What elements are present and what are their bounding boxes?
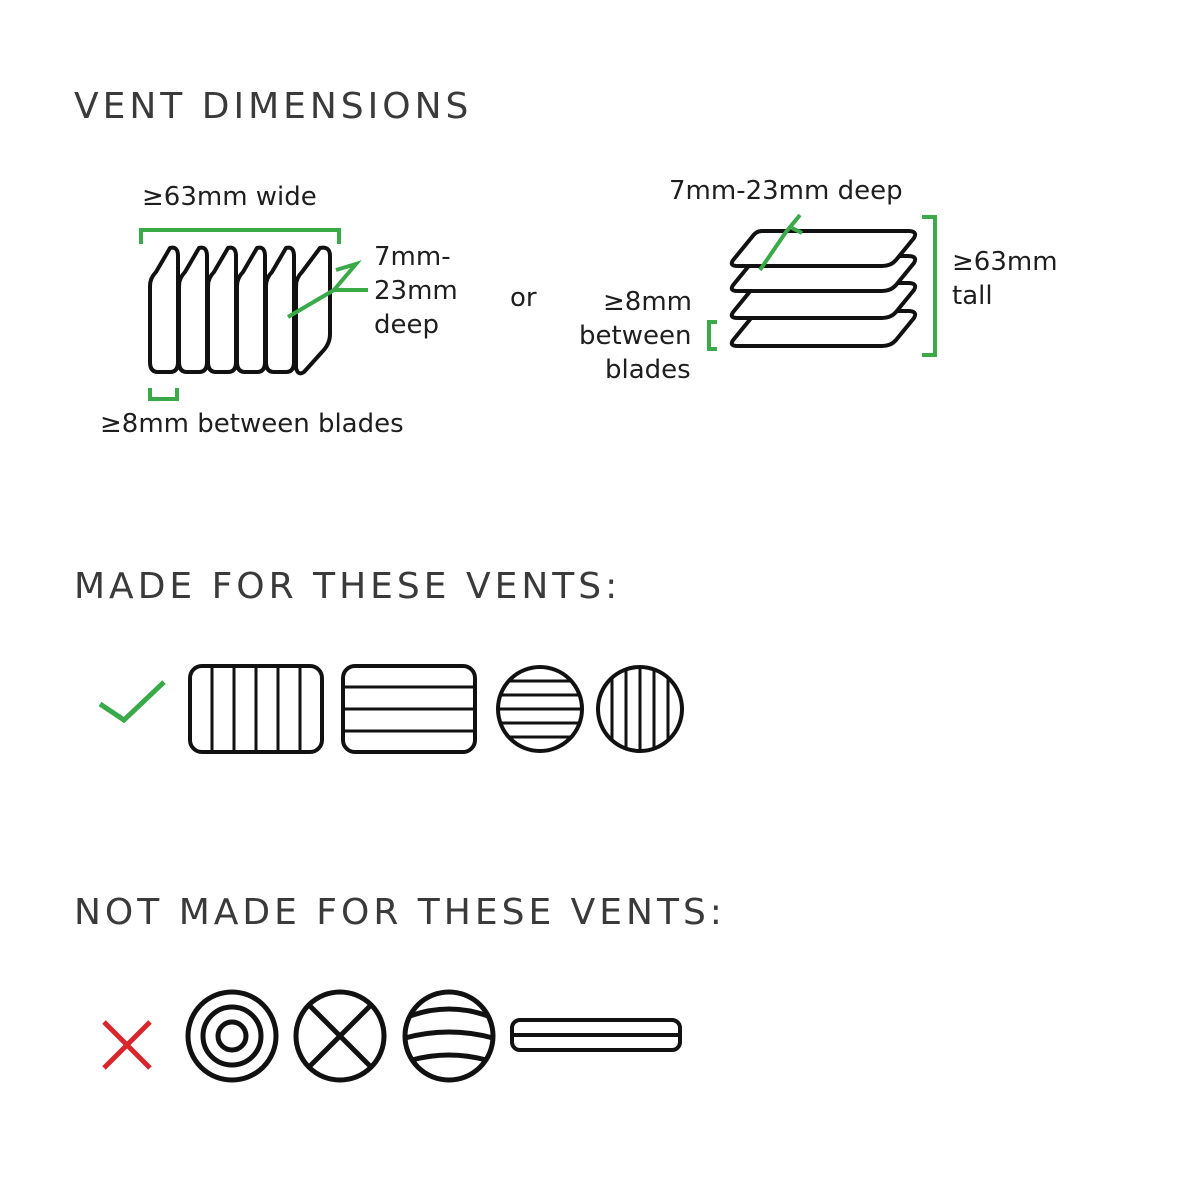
- dimensions-heading: VENT DIMENSIONS: [74, 86, 473, 127]
- compatible-vents-row: [0, 640, 1200, 780]
- vertical-depth-label-1: 7mm-: [374, 242, 451, 272]
- horizontal-spacing-label-2: between: [579, 321, 692, 351]
- x-cross-round-vent-icon: [296, 992, 384, 1080]
- horizontal-blades: [732, 231, 915, 346]
- horizontal-height-label-2: tall: [952, 281, 993, 311]
- horizontal-height-label-1: ≥63mm: [952, 247, 1058, 277]
- round-horizontal-slats-icon: [498, 667, 582, 751]
- vertical-spacing-label: ≥8mm between blades: [100, 409, 404, 439]
- vertical-width-label: ≥63mm wide: [142, 182, 317, 212]
- vertical-depth-label-3: deep: [374, 310, 439, 340]
- thin-slot-vent-icon: [512, 1020, 680, 1050]
- compatible-heading: MADE FOR THESE VENTS:: [74, 566, 622, 607]
- vertical-depth-label-2: 23mm: [374, 276, 458, 306]
- round-vertical-slats-icon: [598, 667, 682, 751]
- horizontal-spacing-label-1: ≥8mm: [603, 287, 692, 317]
- curved-slats-round-vent-icon: [405, 992, 493, 1080]
- cross-icon: [104, 1022, 150, 1068]
- incompatible-vents-row: [0, 970, 1200, 1100]
- height-bracket: [922, 217, 935, 355]
- horizontal-spacing-label-3: blades: [605, 355, 691, 385]
- horizontal-depth-label: 7mm-23mm deep: [669, 176, 903, 206]
- spacing-bracket: [709, 322, 717, 349]
- rectangle-horizontal-slats-icon: [343, 666, 475, 752]
- check-icon: [100, 682, 164, 720]
- concentric-rings-vent-icon: [188, 992, 276, 1080]
- rectangle-vertical-slats-icon: [190, 666, 322, 752]
- horizontal-blades-diagram: [0, 0, 1200, 480]
- incompatible-heading: NOT MADE FOR THESE VENTS:: [74, 892, 726, 933]
- or-label: or: [510, 283, 537, 313]
